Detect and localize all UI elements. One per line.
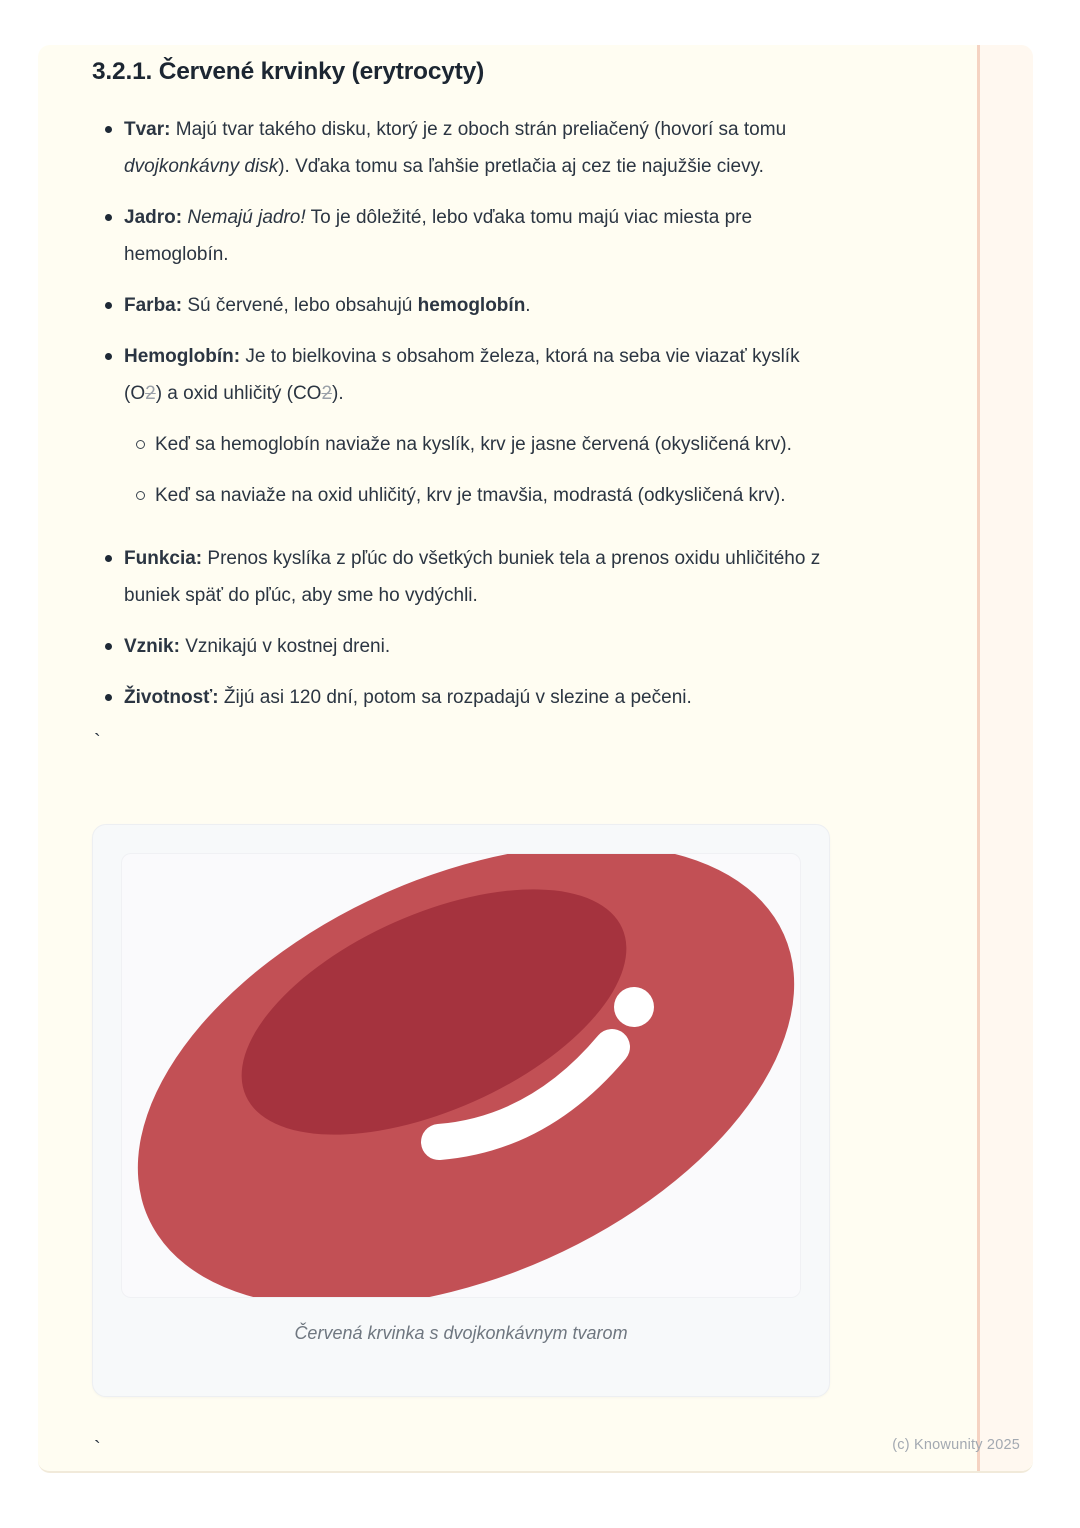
- bullet-circle-icon: [136, 440, 145, 449]
- bullet-text: Funkcia: Prenos kyslíka z pľúc do všetkých buniek tela a prenos oxidu uhličitého z buniek späť do pľúc, aby sme ho vydýchli.: [124, 548, 821, 606]
- bullet-dot-icon: [105, 126, 112, 133]
- copyright-footer: (c) Knowunity 2025: [892, 1437, 1020, 1453]
- bullet-dot-icon: [105, 353, 112, 360]
- figure-card: [92, 824, 830, 1397]
- bullet-dot-icon: [105, 643, 112, 650]
- bullet-dot-icon: [105, 694, 112, 701]
- bullet-text: Životnosť: Žijú asi 120 dní, potom sa rozpadajú v slezine a pečeni.: [124, 687, 692, 708]
- bullet-item: [92, 111, 832, 185]
- page-margin-line: [977, 45, 980, 1471]
- bullet-text: Hemoglobín: Je to bielkovina s obsahom železa, ktorá na seba vie viazať kyslík (O2) a oxid uhličitý (CO2).: [124, 346, 800, 404]
- bullet-dot-icon: [105, 302, 112, 309]
- bullet-item: [92, 628, 832, 665]
- bullet-dot-icon: [105, 214, 112, 221]
- figure-caption: Červená krvinka s dvojkonkávnym tvarom: [294, 1323, 628, 1343]
- bullet-item: [92, 199, 832, 273]
- bullet-list: [92, 111, 832, 716]
- bullet-item: [92, 540, 832, 614]
- notebook-page: [38, 45, 1033, 1473]
- bullet-item: [92, 287, 832, 324]
- page-margin-band: [979, 45, 1033, 1471]
- bullet-item: [92, 679, 832, 716]
- sub-bullet-item: [92, 477, 832, 514]
- bullet-text: Keď sa naviaže na oxid uhličitý, krv je tmavšia, modrastá (odkysličená krv).: [155, 485, 786, 506]
- bullet-dot-icon: [105, 555, 112, 562]
- bullet-text: Farba: Sú červené, lebo obsahujú hemoglobín.: [124, 295, 531, 316]
- sub-bullet-item: [92, 426, 832, 463]
- bullet-circle-icon: [136, 491, 145, 500]
- bullet-text: Vznik: Vznikajú v kostnej dreni.: [124, 636, 391, 657]
- section-heading: 3.2.1. Červené krvinky (erytrocyty): [92, 58, 485, 85]
- bullet-text: Keď sa hemoglobín naviaže na kyslík, krv je jasne červená (okysličená krv).: [155, 434, 792, 455]
- cell-highlight-dot: [614, 987, 654, 1027]
- red-blood-cell-illustration: [122, 854, 801, 1298]
- bullet-item: [92, 338, 832, 412]
- stray-backtick-bottom: `: [94, 1438, 101, 1460]
- notes-content: [92, 55, 852, 1461]
- stray-backtick-top: `: [94, 731, 101, 753]
- bullet-text: Jadro: Nemajú jadro! To je dôležité, lebo vďaka tomu majú viac miesta pre hemoglobín.: [124, 207, 753, 265]
- bullet-text: Tvar: Majú tvar takého disku, ktorý je z oboch strán preliačený (hovorí sa tomu dvojkonkávny disk). Vďaka tomu sa ľahšie pretlačia aj cez tie najužšie cievy.: [124, 119, 787, 177]
- figure-image: [121, 853, 801, 1298]
